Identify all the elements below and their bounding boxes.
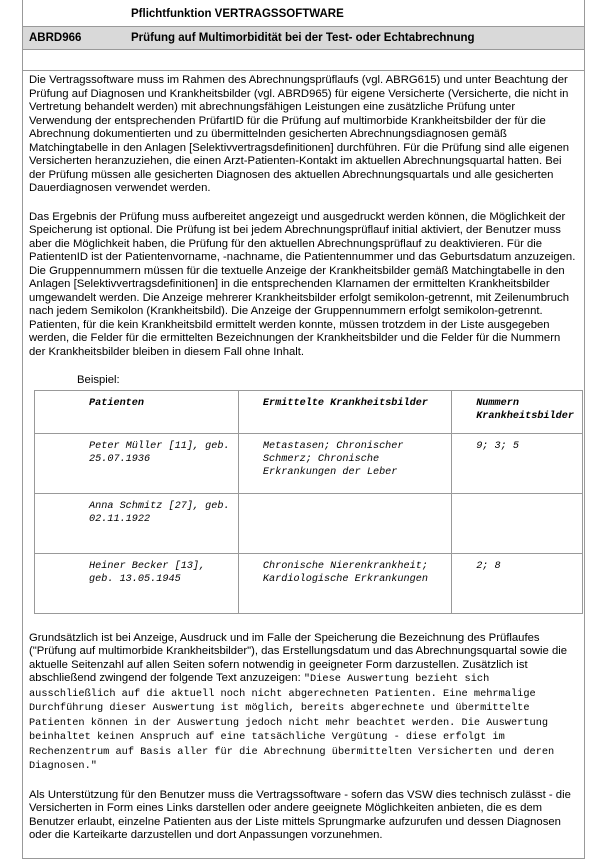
header-patients: Patienten bbox=[35, 390, 239, 433]
header-numbers: Nummern Krankheitsbilder bbox=[452, 390, 583, 433]
header-row bbox=[23, 0, 584, 27]
paragraph-2: Das Ergebnis der Prüfung muss aufbereitet angezeigt und ausgedruckt werden können, die Möglichkeit der Speicherung ist optional. Die Prüfung ist bei jedem Abrechnungsprüflauf initial aktiviert, der Benutzer muss aber die Möglichkeit haben, die Prüfung für den aktuellen Abrechnungsprüflauf zu deaktivieren. Für die PatientenID ist der Patientenvorname, -nachname, die Patientennummer und das Geburtsdatum anzuzeigen. Die Gruppennummern müssen für die textuelle Anzeige der Krankheitsbilder gemäß Matchingtabelle in den Anlagen [Selektivvertragsdefinitionen] in die entsprechenden Klarnamen der ermittelten Krankheitsbilder umgewandelt werden. Die Anzeige mehrerer Krankheitsbilder erfolgt semikolon-getrennt, mit Zeilenumbruch nach jedem Semikolon (Krankheitsbild). Die Anzeige der Gruppennummern erfolgt semikolon-getrennt. Patienten, für die kein Krankheitsbild ermittelt werden konnte, müssen trotzdem in der Liste ausgegeben werden, die Felder für die ermittelten Bezeichnungen der Krankheitsbilder und die Felder für die Nummern der Krankheitsbilder bleiben in diesem Fall ohne Inhalt. bbox=[29, 210, 576, 358]
requirement-title: Prüfung auf Multimorbidität bei der Test- oder Echtabrechnung bbox=[131, 32, 475, 44]
example-label: Beispiel: bbox=[77, 374, 120, 386]
conditions-cell bbox=[238, 493, 451, 553]
header-title: Pflichtfunktion VERTRAGSSOFTWARE bbox=[131, 8, 344, 20]
conditions-cell: Chronische Nierenkrankheit; Kardiologische Erkrankungen bbox=[238, 553, 451, 613]
patient-cell: Anna Schmitz [27], geb. 02.11.1922 bbox=[35, 493, 239, 553]
paragraph-1: Die Vertragssoftware muss im Rahmen des Abrechnungsprüflaufs (vgl. ABRG615) und unter Beachtung der Prüfung auf Diagnosen und Krankheitsbilder (vgl. ABRD965) für eigene Versicherte (Versicherte, die nicht in Vertretung behandelt werden) mit abrechnungsfähigen Leistungen eine zusätzliche Prüfung unter Verwendung der entsprechenden PrüfartID für die Prüfung auf multimorbide Krankheitsbilder der für die Abrechnung dokumentierten und zu übermittelnden gesicherten Abrechnungsdiagnosen gemäß Matchingtabelle in den Anlagen [Selektivvertragsdefinitionen] durchführen. Für die Prüfung sind alle eigenen Versicherten heranzuziehen, die einen Arzt-Patienten-Kontakt im aktuellen Abrechnungsquartal hatten. Bei der Prüfung müssen alle gesicherten Diagnosen des aktuellen Abrechnungsquartals und alle gesicherten Dauerdiagnosen verwendet werden. bbox=[29, 74, 570, 194]
requirement-body bbox=[23, 71, 584, 843]
numbers-cell: 2; 8 bbox=[452, 553, 583, 613]
header-spacer bbox=[23, 50, 584, 71]
requirement-page bbox=[22, 0, 585, 859]
example-header-row bbox=[35, 390, 583, 433]
requirement-header bbox=[23, 27, 584, 50]
closing-quote: "Diese Auswertung bezieht sich ausschließlich auf die aktuell noch nicht abgerechneten Patienten. Eine mehrmalige Durchführung dieser Auswertung ist möglich, bereits abgerechnete und übermittelte Patienten können in der Auswertung jedoch nicht mehr beachtet werden. Die Auswertung beinhaltet keinen Anspruch auf eine tatsächliche Vergütung - diese erfolgt im Rechenzentrum auf Basis aller für die Abrechnung übermittelten Versicherten und deren Diagnosen." bbox=[29, 673, 555, 772]
closing-intro: Grundsätzlich ist bei Anzeige, Ausdruck und im Falle der Speicherung die Bezeichnung des Prüflaufes ("Prüfung auf multimorbide Krankheitsbilder"), das Erstellungsdatum und das Abrechnungsquartal sowie die aktuelle Seitenzahl auf allen Seiten sofern notwendig in geeigneter Form darzustellen. Zusätzlich ist abschließend zwingend der folgende Text anzuzeigen: bbox=[29, 631, 568, 684]
numbers-cell: 9; 3; 5 bbox=[452, 433, 583, 493]
patient-cell: Peter Müller [11], geb. 25.07.1936 bbox=[35, 433, 239, 493]
header-conditions: Ermittelte Krankheitsbilder bbox=[238, 390, 451, 433]
requirement-id: ABRD966 bbox=[29, 32, 82, 44]
table-row bbox=[35, 553, 583, 613]
conditions-cell: Metastasen; Chronischer Schmerz; Chronische Erkrankungen der Leber bbox=[238, 433, 451, 493]
example-table bbox=[34, 390, 583, 614]
patient-cell: Heiner Becker [13], geb. 13.05.1945 bbox=[35, 553, 239, 613]
final-paragraph: Als Unterstützung für den Benutzer muss die Vertragssoftware - sofern das VSW dies technisch zulässt - die Versicherten in Form eines Links darstellen oder andere geeignete Möglichkeiten anbieten, die es dem Benutzer erlaubt, einzelne Patienten aus der Liste mittels Sprungmarke aufzurufen und dessen Diagnosen oder die Karteikarte darzustellen und dort Anpassungen vorzunehmen. bbox=[29, 788, 571, 841]
table-row bbox=[35, 433, 583, 493]
closing-paragraph bbox=[29, 632, 578, 774]
numbers-cell bbox=[452, 493, 583, 553]
table-row bbox=[35, 493, 583, 553]
